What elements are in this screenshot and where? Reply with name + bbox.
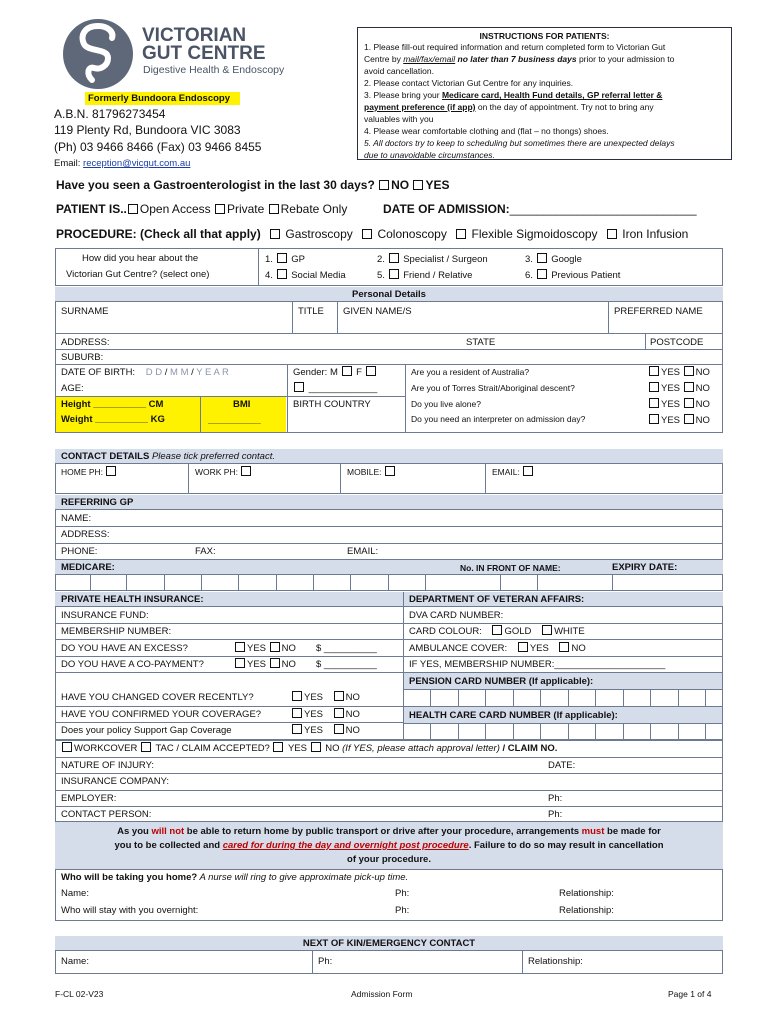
height-field[interactable]: Height __________ CM: [61, 399, 164, 410]
gastroscopy-checkbox[interactable]: [270, 229, 280, 239]
workcover-row[interactable]: WORKCOVER TAC / CLAIM ACCEPTED? YES NO (If YES, please attach approval letter) / CLAIM NO.: [61, 742, 557, 755]
interpreter-yes-no[interactable]: YES NO: [648, 414, 710, 427]
instruction-5a: 5. All doctors try to keep to scheduling but sometimes there are unexpected delays: [364, 138, 675, 148]
clinic-email-link[interactable]: reception@vicgut.com.au: [83, 158, 191, 169]
insurance-heading: PRIVATE HEALTH INSURANCE:: [61, 594, 204, 605]
gp-name-field[interactable]: NAME:: [61, 513, 92, 524]
contact-email-field[interactable]: EMAIL:: [492, 466, 535, 479]
alone-yes-no[interactable]: YES NO: [648, 398, 710, 411]
escort-name-field[interactable]: Name:: [61, 888, 89, 899]
gap-coverage-yes-no[interactable]: YES NO: [291, 724, 360, 737]
footer-form-title: Admission Form: [351, 989, 413, 999]
instruction-3b: payment preference (if app) on the day of appointment. Try not to bring any: [364, 102, 654, 112]
sigmoidoscopy-checkbox[interactable]: [456, 229, 466, 239]
gp-fax-field[interactable]: FAX:: [195, 546, 216, 557]
dva-card-field[interactable]: DVA CARD NUMBER:: [409, 610, 504, 621]
excess-yes-no[interactable]: YES NO: [234, 642, 296, 655]
colonoscopy-checkbox[interactable]: [362, 229, 372, 239]
instruction-3c: valuables with you: [364, 114, 434, 124]
abn: A.B.N. 81796273454: [54, 107, 166, 121]
email-label: Email:: [54, 158, 84, 169]
logo-name-line2: GUT CENTRE: [142, 43, 266, 64]
copay-question: DO YOU HAVE A CO-PAYMENT?: [61, 659, 204, 670]
pension-card-cells[interactable]: [403, 689, 723, 706]
hear-question-2: Victorian Gut Centre? (select one): [66, 269, 210, 280]
procedure-row: PROCEDURE: (Check all that apply) Gastroscopy Colonoscopy Flexible Sigmoidoscopy Iron Infusion: [56, 227, 689, 241]
open-access-checkbox[interactable]: [128, 204, 138, 214]
injury-field[interactable]: NATURE OF INJURY:: [61, 760, 155, 771]
ambulance-membership-field[interactable]: IF YES, MEMBERSHIP NUMBER:_____________________: [409, 659, 666, 670]
health-care-card-cells[interactable]: [403, 723, 723, 740]
patient-is-row: PATIENT IS.. Open Access Private Rebate Only: [56, 202, 348, 216]
dva-heading: DEPARTMENT OF VETERAN AFFAIRS:: [409, 594, 585, 605]
gap-coverage-question: Does your policy Support Gap Coverage: [61, 725, 232, 736]
bmi-field[interactable]: __________: [208, 415, 261, 426]
preferred-name-field[interactable]: PREFERRED NAME: [614, 306, 703, 317]
insurance-fund-field[interactable]: INSURANCE FUND:: [61, 610, 149, 621]
pension-card-label: PENSION CARD NUMBER (If applicable):: [409, 676, 594, 687]
gp-email-field[interactable]: EMAIL:: [347, 546, 379, 557]
address-field[interactable]: ADDRESS:: [61, 337, 110, 348]
resident-question: Are you a resident of Australia?: [411, 367, 530, 377]
gp-heading-band: [55, 495, 723, 509]
instructions-box: [357, 27, 732, 160]
instructions-title: INSTRUCTIONS FOR PATIENTS:: [479, 31, 610, 41]
state-field[interactable]: STATE: [466, 337, 496, 348]
medicare-label: MEDICARE:: [61, 562, 115, 573]
birth-country-field[interactable]: BIRTH COUNTRY: [293, 399, 371, 410]
confirmed-coverage-question: HAVE YOU CONFIRMED YOUR COVERAGE?: [61, 709, 262, 720]
weight-field[interactable]: Weight __________ KG: [61, 414, 165, 425]
medicare-no-front-label: No. IN FRONT OF NAME:: [460, 563, 561, 573]
copay-yes-no[interactable]: YES NO: [234, 658, 296, 671]
instruction-5b: due to unavoidable circumstances.: [364, 150, 495, 160]
hear-option-gp[interactable]: 1. GP: [265, 254, 305, 265]
changed-cover-yes-no[interactable]: YES NO: [291, 691, 360, 704]
resident-yes-no[interactable]: YES NO: [648, 366, 710, 379]
iron-infusion-checkbox[interactable]: [607, 229, 617, 239]
hear-option-friend[interactable]: 5. Friend / Relative: [377, 270, 473, 281]
notice-line-2: you to be collected and cared for during the day and overnight post procedure. Failure to do so may result in cancellation: [114, 840, 664, 851]
contact-heading: CONTACT DETAILS Please tick preferred contact.: [61, 451, 275, 462]
notice-line-1: As you will not be able to return home by public transport or drive after your procedure, arrangements must be made for: [117, 826, 661, 837]
logo-tagline: Digestive Health & Endoscopy: [143, 64, 285, 76]
hear-option-google[interactable]: 3. Google: [525, 254, 582, 265]
escort-phone-field[interactable]: Ph:: [395, 888, 410, 899]
gp-phone-field[interactable]: PHONE:: [61, 546, 98, 557]
hear-option-specialist[interactable]: 2. Specialist / Surgeon: [377, 254, 488, 265]
kin-table: [55, 950, 723, 974]
injury-date-field[interactable]: DATE:: [548, 760, 576, 771]
formerly-label: Formerly Bundoora Endoscopy: [88, 93, 230, 104]
changed-cover-question: HAVE YOU CHANGED COVER RECENTLY?: [61, 692, 254, 703]
alone-question: Do you live alone?: [411, 399, 481, 409]
hear-question-1: How did you hear about the: [82, 253, 199, 264]
copay-amount-field[interactable]: $ __________: [316, 659, 377, 670]
logo: [60, 18, 285, 90]
footer-form-code: F-CL 02-V23: [55, 989, 104, 999]
surname-field[interactable]: SURNAME: [61, 306, 109, 317]
overnight-phone-field[interactable]: Ph:: [395, 905, 410, 916]
contact-person-phone-field[interactable]: Ph:: [548, 809, 563, 820]
excess-amount-field[interactable]: $ __________: [316, 643, 377, 654]
footer-page-number: Page 1 of 4: [668, 989, 712, 999]
instruction-2: 2. Please contact Victorian Gut Centre for any inquiries.: [364, 78, 574, 88]
mobile-field[interactable]: MOBILE:: [347, 466, 397, 479]
medicare-expiry-label: EXPIRY DATE:: [612, 562, 678, 573]
given-names-field[interactable]: GIVEN NAME/S: [343, 306, 412, 317]
escort-relationship-field[interactable]: Relationship:: [559, 888, 614, 899]
rebate-only-checkbox[interactable]: [269, 204, 279, 214]
confirmed-coverage-yes-no[interactable]: YES NO: [291, 708, 360, 721]
kin-phone-field[interactable]: Ph:: [318, 956, 333, 967]
membership-number-field[interactable]: MEMBERSHIP NUMBER:: [61, 626, 172, 637]
instruction-1c: avoid cancellation.: [364, 66, 434, 76]
clinic-phone-fax: (Ph) 03 9466 8466 (Fax) 03 9466 8455: [54, 140, 262, 154]
overnight-carer-field[interactable]: Who will stay with you overnight:: [61, 905, 199, 916]
contact-person-field[interactable]: CONTACT PERSON:: [61, 809, 152, 820]
insurance-company-field[interactable]: INSURANCE COMPANY:: [61, 776, 170, 787]
home-phone-field[interactable]: HOME PH:: [61, 466, 118, 479]
interpreter-question: Do you need an interpreter on admission day?: [411, 414, 586, 424]
clinic-address: 119 Plenty Rd, Bundoora VIC 3083: [54, 123, 241, 137]
gp-table: [55, 509, 723, 560]
gp-address-field[interactable]: ADDRESS:: [61, 529, 110, 540]
instruction-3a: 3. Please bring your Medicare card, Health Fund details, GP referral letter &: [364, 90, 663, 100]
employer-field[interactable]: EMPLOYER:: [61, 793, 117, 804]
notice-line-3: of your procedure.: [347, 854, 431, 865]
gender-field[interactable]: Gender: M F: [293, 366, 378, 379]
instruction-1b: Centre by mail/fax/email no later than 7 business days prior to your admission to: [364, 54, 675, 64]
torres-yes-no[interactable]: YES NO: [648, 382, 710, 395]
admission-date-row[interactable]: DATE OF ADMISSION:____________________________: [383, 202, 697, 216]
ambulance-cover-field[interactable]: AMBULANCE COVER: YES NO: [409, 643, 586, 654]
age-field[interactable]: AGE:: [61, 383, 84, 394]
instruction-1a: 1. Please fill-out required information and return completed form to Victorian Gut: [364, 42, 666, 52]
excess-question: DO YOU HAVE AN EXCESS?: [61, 643, 188, 654]
gastro-no-checkbox[interactable]: [379, 180, 389, 190]
employer-phone-field[interactable]: Ph:: [548, 793, 563, 804]
hear-option-social[interactable]: 4. Social Media: [265, 270, 346, 281]
gastro-yes-checkbox[interactable]: [413, 180, 423, 190]
logo-name-line1: VICTORIAN: [142, 25, 247, 46]
hear-option-previous[interactable]: 6. Previous Patient: [525, 270, 621, 281]
bmi-label: BMI: [233, 399, 251, 410]
work-phone-field[interactable]: WORK PH:: [195, 466, 253, 479]
private-checkbox[interactable]: [215, 204, 225, 214]
suburb-field[interactable]: SUBURB:: [61, 352, 104, 363]
clinic-email-row: [54, 157, 190, 170]
gp-heading: REFERRING GP: [61, 497, 134, 508]
personal-heading: Personal Details: [352, 289, 426, 300]
kin-name-field[interactable]: Name:: [61, 956, 89, 967]
escort-question: Who will be taking you home? A nurse will ring to give approximate pick-up time.: [61, 872, 409, 883]
torres-question: Are you of Torres Strait/Aboriginal descent?: [411, 383, 575, 393]
title-field[interactable]: TITLE: [298, 306, 324, 317]
gastro-question: Have you seen a Gastroenterologist in the last 30 days? NO YES: [56, 178, 450, 192]
postcode-field[interactable]: POSTCODE: [650, 337, 704, 348]
logo-mark-icon: [60, 18, 136, 90]
instruction-4: 4. Please wear comfortable clothing and (flat – no thongs) shoes.: [364, 126, 609, 136]
kin-heading: NEXT OF KIN/EMERGENCY CONTACT: [302, 938, 476, 949]
medicare-cells[interactable]: [55, 574, 723, 591]
kin-relationship-field[interactable]: Relationship:: [528, 956, 583, 967]
health-care-card-label: HEALTH CARE CARD NUMBER (If applicable):: [409, 710, 618, 721]
card-colour-field[interactable]: CARD COLOUR: GOLD WHITE: [409, 626, 585, 637]
dob-field[interactable]: DATE OF BIRTH: D D / M M / Y E A R: [61, 367, 229, 378]
gender-other-field[interactable]: _____________: [293, 382, 377, 395]
overnight-relationship-field[interactable]: Relationship:: [559, 905, 614, 916]
